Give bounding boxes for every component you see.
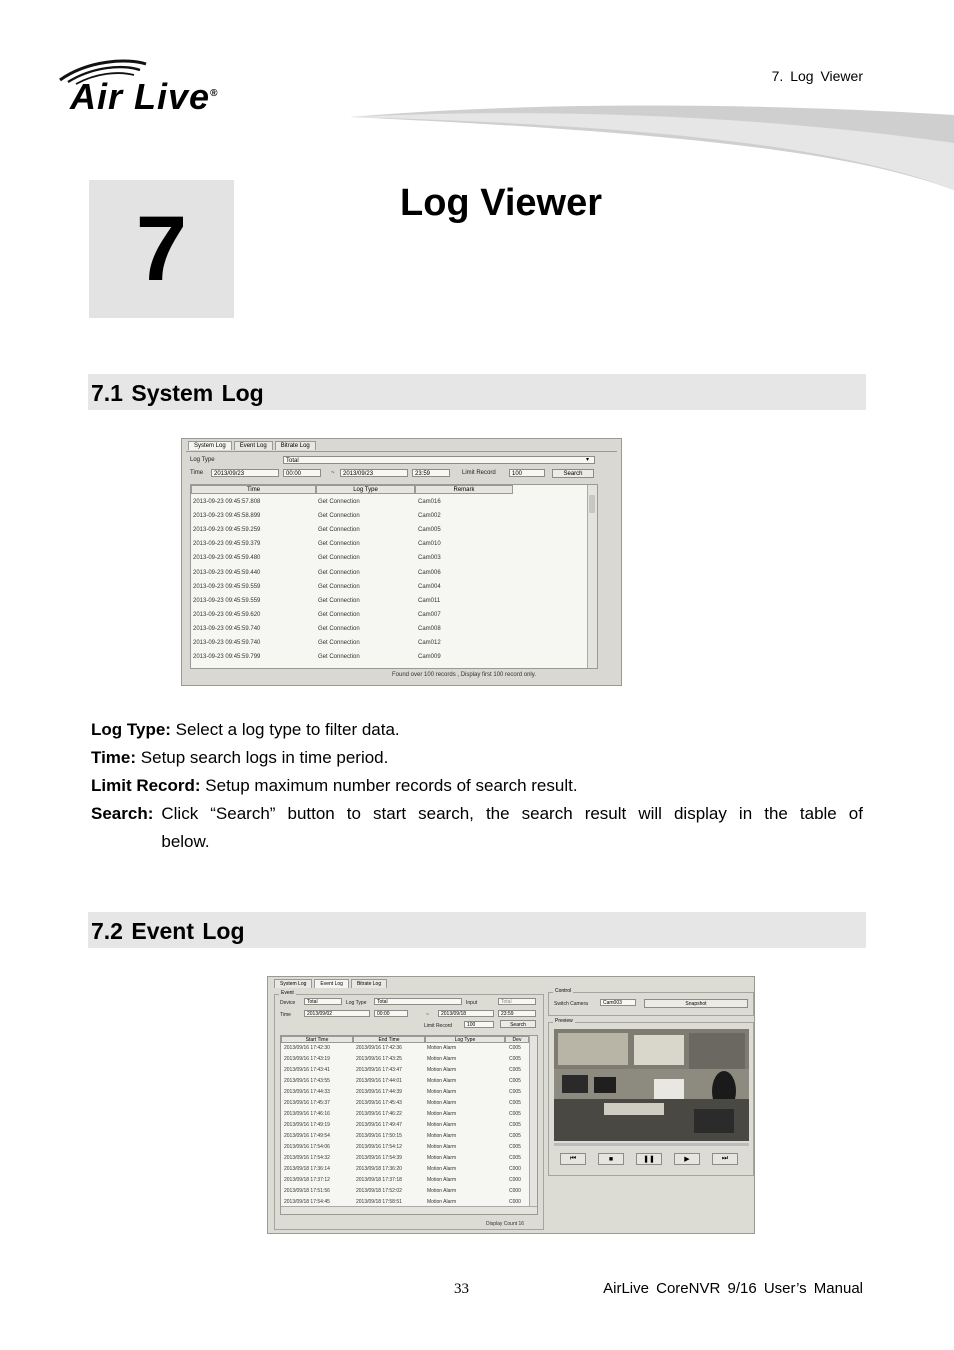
log-type-cell: Get Connection xyxy=(318,597,360,604)
event-log-type-cell: Motion Alarm xyxy=(427,1100,457,1106)
scrollbar-thumb[interactable] xyxy=(589,495,595,513)
event-group-caption: Event xyxy=(281,990,294,996)
skip-back-icon[interactable]: ⏮ xyxy=(560,1153,586,1165)
tab-system-log[interactable]: System Log xyxy=(188,441,232,450)
section-title: 7.1 System Log xyxy=(91,380,264,406)
event-start-time-cell: 2013/09/16 17:43:19 xyxy=(284,1056,330,1062)
log-type-cell: Get Connection xyxy=(318,513,360,520)
event-log-type-cell: Motion Alarm xyxy=(427,1199,457,1205)
event-end-time-cell: 2013/09/16 17:50:15 xyxy=(356,1133,402,1139)
event-device-cell: C005 xyxy=(509,1133,521,1139)
tab-event-log[interactable]: Event Log xyxy=(234,441,273,450)
search-button[interactable]: Search xyxy=(552,469,594,478)
event-log-screenshot xyxy=(267,976,755,1234)
log-time-cell: 2013-09-23 09:45:58.899 xyxy=(193,513,261,520)
range-separator: ~ xyxy=(331,470,335,476)
page-number: 33 xyxy=(454,1281,469,1297)
event-log-type-cell: Motion Alarm xyxy=(427,1078,457,1084)
log-type-cell: Get Connection xyxy=(318,654,360,661)
event-device-cell: C005 xyxy=(509,1056,521,1062)
pause-icon[interactable]: ❚❚ xyxy=(636,1153,662,1165)
event-start-time-cell: 2013/09/16 17:54:06 xyxy=(284,1144,330,1150)
event-log-type-cell: Motion Alarm xyxy=(427,1089,457,1095)
play-icon[interactable]: ▶ xyxy=(674,1153,700,1165)
event-log-type-cell: Motion Alarm xyxy=(427,1166,457,1172)
column-header-log-type[interactable]: Log Type xyxy=(316,485,415,494)
table-scrollbar[interactable] xyxy=(587,485,597,668)
search-button[interactable]: Search xyxy=(500,1020,536,1028)
event-start-time-cell: 2013/09/16 17:43:55 xyxy=(284,1078,330,1084)
event-device-cell: C005 xyxy=(509,1144,521,1150)
end-time-field[interactable]: 23:59 xyxy=(412,469,450,477)
event-device-cell: C005 xyxy=(509,1067,521,1073)
log-type-label: Log Type xyxy=(190,457,215,463)
event-device-cell: C000 xyxy=(509,1188,521,1194)
event-log-type-cell: Motion Alarm xyxy=(427,1122,457,1128)
description-log-type: Log Type: Select a log type to filter data. xyxy=(91,720,400,739)
event-end-time-cell: 2013/09/16 17:54:12 xyxy=(356,1144,402,1150)
log-remark-cell: Cam016 xyxy=(418,499,441,505)
log-time-cell: 2013-09-23 09:45:59.740 xyxy=(193,625,261,632)
end-date-field[interactable]: 2013/09/23 xyxy=(340,469,408,477)
column-header-time[interactable]: Time xyxy=(191,485,316,494)
start-time-field[interactable]: 00:00 xyxy=(374,1010,408,1017)
tab-bitrate-log[interactable]: Bitrate Log xyxy=(275,441,316,450)
log-remark-cell: Cam006 xyxy=(418,569,441,576)
column-header-start-time[interactable]: Start Time xyxy=(281,1036,353,1043)
log-remark-cell: Cam004 xyxy=(418,583,441,590)
log-type-cell: Get Connection xyxy=(318,640,360,646)
event-device-cell: C000 xyxy=(509,1166,521,1172)
log-type-select[interactable]: Total xyxy=(283,456,595,464)
section-heading-event-log xyxy=(88,912,866,948)
preview-group-caption: Preview xyxy=(555,1018,573,1024)
range-separator: ~ xyxy=(426,1012,429,1018)
event-device-cell: C005 xyxy=(509,1100,521,1106)
field-descriptions xyxy=(91,716,863,856)
tab-bitrate-log[interactable]: Bitrate Log xyxy=(351,979,387,988)
log-time-cell: 2013-09-23 09:45:59.440 xyxy=(193,569,261,576)
log-time-cell: 2013-09-23 09:45:59.740 xyxy=(193,640,261,646)
event-log-type-cell: Motion Alarm xyxy=(427,1111,457,1117)
log-type-cell: Get Connection xyxy=(318,569,360,576)
event-end-time-cell: 2013/09/16 17:44:01 xyxy=(356,1078,402,1084)
tab-event-log[interactable]: Event Log xyxy=(314,979,349,988)
control-group-caption: Control xyxy=(555,988,572,994)
skip-forward-icon[interactable]: ⏭ xyxy=(712,1153,738,1165)
log-time-cell: 2013-09-23 09:45:59.379 xyxy=(193,541,261,548)
description-limit-record: Limit Record: Setup maximum number records of search result. xyxy=(91,776,578,795)
description-search: Search: Click “Search” button to start search, the search result will display in the table of below. xyxy=(91,804,863,851)
event-log-type-cell: Motion Alarm xyxy=(427,1067,457,1073)
log-time-cell: 2013-09-23 09:45:59.480 xyxy=(193,555,261,562)
table-horizontal-scrollbar[interactable] xyxy=(281,1206,537,1214)
input-label: Input xyxy=(466,1000,478,1006)
log-type-cell: Get Connection xyxy=(318,499,360,505)
log-time-cell: 2013-09-23 09:45:59.559 xyxy=(193,583,261,590)
event-start-time-cell: 2013/09/18 17:37:12 xyxy=(284,1177,330,1183)
section-heading-system-log xyxy=(88,374,866,410)
log-remark-cell: Cam009 xyxy=(418,654,441,661)
log-remark-cell: Cam008 xyxy=(418,625,441,632)
column-header-end-time[interactable]: End Time xyxy=(353,1036,425,1043)
event-device-cell: C005 xyxy=(509,1111,521,1117)
log-type-cell: Get Connection xyxy=(318,541,360,548)
switch-camera-label: Switch Camera xyxy=(554,1001,588,1007)
log-tabs xyxy=(274,979,389,988)
display-count-status: Display Count 16 xyxy=(486,1221,525,1227)
playback-progress-slider[interactable] xyxy=(554,1143,749,1146)
event-log-type-cell: Motion Alarm xyxy=(427,1177,457,1183)
column-header-device[interactable]: Dev xyxy=(505,1036,529,1043)
event-start-time-cell: 2013/09/16 17:49:54 xyxy=(284,1133,330,1139)
event-end-time-cell: 2013/09/16 17:44:39 xyxy=(356,1089,402,1095)
section-title: 7.2 Event Log xyxy=(91,918,245,944)
log-remark-cell: Cam010 xyxy=(418,541,441,548)
limit-record-label: Limit Record xyxy=(424,1023,453,1029)
event-start-time-cell: 2013/09/16 17:49:19 xyxy=(284,1122,330,1128)
log-time-cell: 2013-09-23 09:45:57.808 xyxy=(193,499,261,505)
input-select[interactable]: Total xyxy=(498,998,536,1005)
event-log-type-cell: Motion Alarm xyxy=(427,1144,457,1150)
switch-camera-select[interactable]: Cam003 xyxy=(600,999,636,1006)
event-device-cell: C005 xyxy=(509,1078,521,1084)
log-time-cell: 2013-09-23 09:45:59.259 xyxy=(193,527,261,534)
end-date-field[interactable]: 2013/09/18 xyxy=(438,1010,494,1017)
header-swoosh-graphic xyxy=(340,95,954,195)
event-start-time-cell: 2013/09/16 17:46:16 xyxy=(284,1111,330,1117)
stop-icon[interactable]: ■ xyxy=(598,1153,624,1165)
start-date-field[interactable]: 2013/09/23 xyxy=(211,469,279,477)
event-end-time-cell: 2013/09/18 17:37:18 xyxy=(356,1177,402,1183)
log-type-select[interactable]: Total xyxy=(374,998,462,1005)
event-device-cell: C005 xyxy=(509,1155,521,1161)
limit-record-select[interactable]: 100 xyxy=(464,1021,494,1028)
event-end-time-cell: 2013/09/18 17:52:02 xyxy=(356,1188,402,1194)
event-start-time-cell: 2013/09/16 17:42:30 xyxy=(284,1045,330,1051)
event-end-time-cell: 2013/09/16 17:54:39 xyxy=(356,1155,402,1161)
log-time-cell: 2013-09-23 09:45:59.559 xyxy=(193,597,261,604)
event-end-time-cell: 2013/09/18 17:36:20 xyxy=(356,1166,402,1172)
column-header-log-type[interactable]: Log Type xyxy=(425,1036,505,1043)
log-remark-cell: Cam005 xyxy=(418,527,441,534)
chapter-number: 7 xyxy=(135,198,188,300)
column-header-remark[interactable]: Remark xyxy=(415,485,513,494)
event-log-type-cell: Motion Alarm xyxy=(427,1045,457,1051)
start-date-field[interactable]: 2013/09/02 xyxy=(304,1010,370,1017)
event-log-table xyxy=(280,1035,538,1215)
event-end-time-cell: 2013/09/16 17:46:22 xyxy=(356,1111,402,1117)
event-start-time-cell: 2013/09/18 17:36:14 xyxy=(284,1166,330,1172)
event-device-cell: C005 xyxy=(509,1122,521,1128)
event-end-time-cell: 2013/09/16 17:43:25 xyxy=(356,1056,402,1062)
log-time-cell: 2013-09-23 09:45:59.620 xyxy=(193,611,261,618)
snapshot-button[interactable]: Snapshot xyxy=(644,999,748,1008)
event-end-time-cell: 2013/09/16 17:42:36 xyxy=(356,1045,402,1051)
log-remark-cell: Cam007 xyxy=(418,611,441,618)
event-log-type-cell: Motion Alarm xyxy=(427,1155,457,1161)
event-start-time-cell: 2013/09/18 17:54:45 xyxy=(284,1199,330,1205)
log-type-cell: Get Connection xyxy=(318,527,360,534)
log-remark-cell: Cam012 xyxy=(418,640,441,646)
table-vertical-scrollbar[interactable] xyxy=(529,1036,537,1206)
manual-title: AirLive CoreNVR 9/16 User’s Manual xyxy=(603,1280,863,1297)
time-label: Time xyxy=(280,1012,291,1018)
description-time: Time: Setup search logs in time period. xyxy=(91,748,389,767)
end-time-field[interactable]: 23:59 xyxy=(498,1010,536,1017)
log-tabs xyxy=(188,441,318,450)
result-status: Found over 100 records , Display first 100 record only. xyxy=(392,672,536,678)
chapter-reference: 7. Log Viewer xyxy=(771,68,863,84)
event-end-time-cell: 2013/09/16 17:43:47 xyxy=(356,1067,402,1073)
event-end-time-cell: 2013/09/16 17:45:43 xyxy=(356,1100,402,1106)
event-log-type-cell: Motion Alarm xyxy=(427,1188,457,1194)
log-remark-cell: Cam011 xyxy=(418,597,441,604)
limit-record-label: Limit Record xyxy=(462,470,496,476)
log-type-cell: Get Connection xyxy=(318,583,360,590)
event-device-cell: C005 xyxy=(509,1089,521,1095)
event-device-cell: C000 xyxy=(509,1199,521,1205)
camera-preview-image xyxy=(554,1029,749,1141)
chapter-title: Log Viewer xyxy=(400,182,603,224)
log-remark-cell: Cam002 xyxy=(418,513,441,520)
log-time-cell: 2013-09-23 09:45:59.799 xyxy=(193,654,261,661)
tab-system-log[interactable]: System Log xyxy=(274,979,312,988)
airlive-logo xyxy=(58,58,288,133)
log-type-cell: Get Connection xyxy=(318,611,360,618)
event-end-time-cell: 2013/09/16 17:49:47 xyxy=(356,1122,402,1128)
log-remark-cell: Cam003 xyxy=(418,555,441,562)
device-select[interactable]: Total xyxy=(304,998,342,1005)
event-start-time-cell: 2013/09/16 17:43:41 xyxy=(284,1067,330,1073)
logo-wordmark: Air Live xyxy=(70,76,211,117)
log-type-cell: Get Connection xyxy=(318,625,360,632)
event-log-type-cell: Motion Alarm xyxy=(427,1133,457,1139)
time-label: Time xyxy=(190,470,204,476)
log-type-cell: Get Connection xyxy=(318,555,360,562)
system-log-table xyxy=(190,484,598,669)
event-start-time-cell: 2013/09/16 17:44:33 xyxy=(284,1089,330,1095)
event-start-time-cell: 2013/09/16 17:45:37 xyxy=(284,1100,330,1106)
event-device-cell: C000 xyxy=(509,1177,521,1183)
event-end-time-cell: 2013/09/18 17:58:51 xyxy=(356,1199,402,1205)
limit-record-select[interactable]: 100 xyxy=(509,469,545,477)
event-device-cell: C005 xyxy=(509,1045,521,1051)
chevron-down-icon: ▾ xyxy=(586,457,590,463)
start-time-field[interactable]: 00:00 xyxy=(283,469,321,477)
log-type-label: Log Type xyxy=(346,1000,367,1006)
device-label: Device xyxy=(280,1000,296,1006)
event-start-time-cell: 2013/09/16 17:54:32 xyxy=(284,1155,330,1161)
registered-mark: ® xyxy=(210,88,219,99)
system-log-screenshot xyxy=(181,438,622,686)
event-log-type-cell: Motion Alarm xyxy=(427,1056,457,1062)
event-start-time-cell: 2013/09/18 17:51:56 xyxy=(284,1188,330,1194)
chapter-number-box xyxy=(89,180,234,318)
